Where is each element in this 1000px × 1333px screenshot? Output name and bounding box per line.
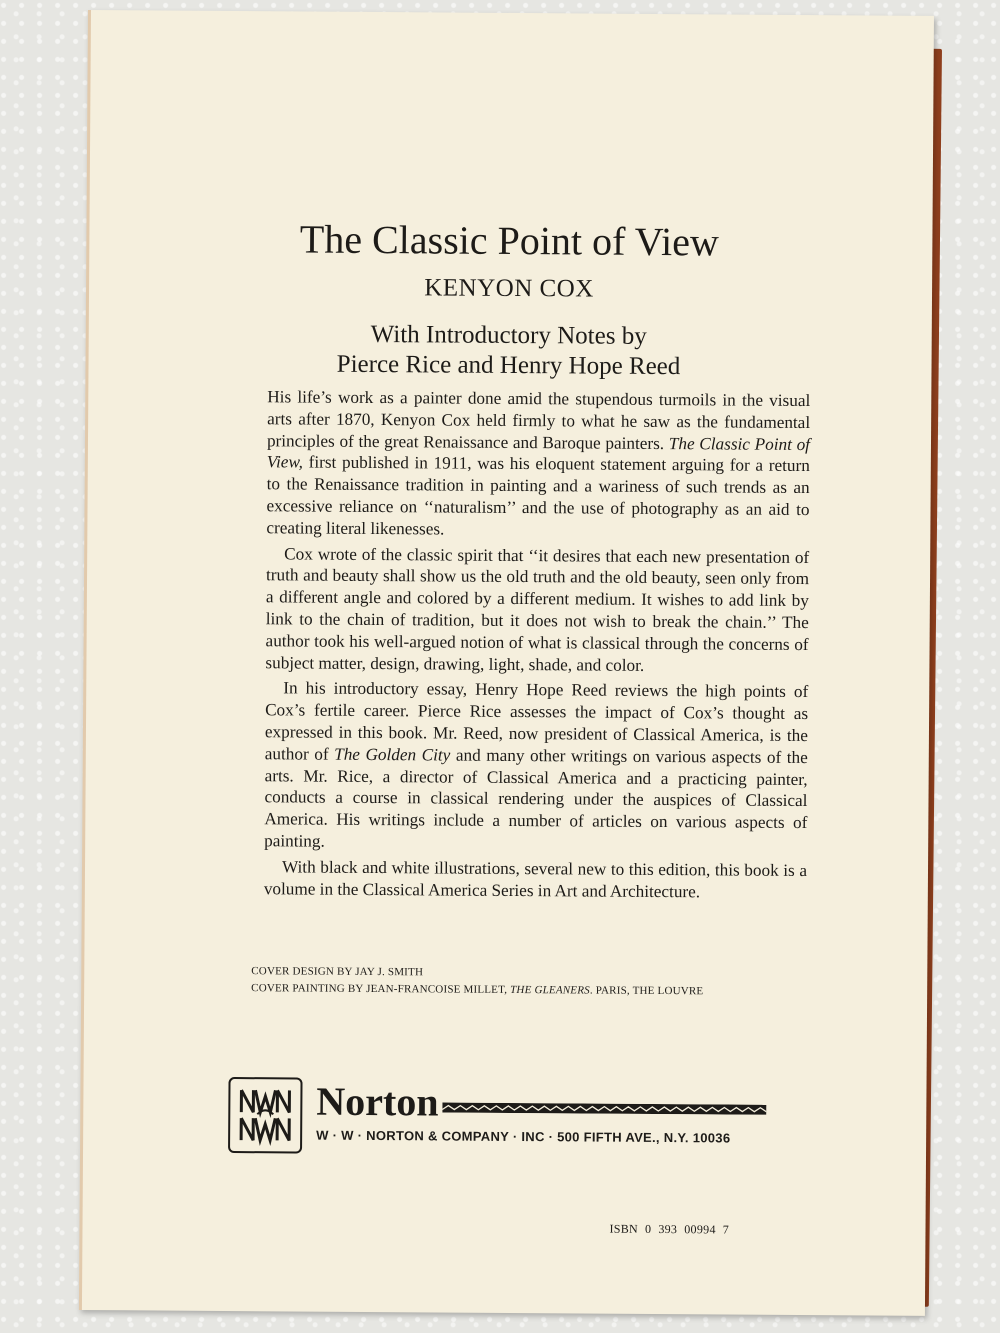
cover-design-credit: COVER DESIGN BY JAY J. SMITH <box>251 965 424 979</box>
intro-line-1: With Introductory Notes by <box>370 320 647 350</box>
book-back-cover <box>79 10 934 1316</box>
description-p1-rest: first published in 1911, was his eloquent statement arguing for a return to the Renaissance tradition in painting and a wariness of such trends as an excessive reliance on ‘‘naturalism’’ and the use of photography as an aid to creating literal likenesses. <box>266 452 810 539</box>
description-paragraph-2: Cox wrote of the classic spirit that ‘‘it desires that each new presentation of truth and beauty shall show us the old truth and the old beauty, seen only from a different angle and colored by a different medium. It wishes to add link by link to the chain of tradition, but it does not wish to break the chain.’’ The author took his well-argued notion of what is classical through the concerns of subject matter, design, drawing, light, shade, and color. <box>265 543 810 675</box>
cover-painting-credit <box>251 980 703 1000</box>
publisher-address: W · W · NORTON & COMPANY · INC · 500 FIFTH AVE., N.Y. 10036 <box>316 1127 731 1146</box>
book-description <box>264 386 811 907</box>
isbn <box>609 1222 736 1238</box>
cover-credits <box>251 963 703 1000</box>
description-paragraph-3 <box>264 678 808 856</box>
decorative-band <box>442 1103 766 1115</box>
description-paragraph-1 <box>266 386 810 542</box>
isbn-part-1: 0 <box>645 1221 652 1236</box>
isbn-part-3: 00994 <box>684 1222 716 1237</box>
painting-credit-suffix: . PARIS, THE LOUVRE <box>589 984 704 998</box>
isbn-label: ISBN <box>609 1221 639 1236</box>
book-title: The Classic Point of View <box>299 216 720 265</box>
publisher-name: Norton <box>316 1078 439 1125</box>
isbn-part-2: 393 <box>658 1222 678 1237</box>
description-p1-text: His life’s work as a painter done amid the stupendous turmoils in the visual arts after 1870, Kenyon Cox held firmly to what he saw as the fundamental principles of the great Renaissance and Baroque painters. <box>266 387 811 453</box>
norton-logo-icon <box>228 1077 303 1154</box>
painting-title: THE GLEANERS <box>510 983 590 997</box>
painting-credit-prefix: COVER PAINTING BY JEAN-FRANCOISE MILLET, <box>251 982 511 996</box>
intro-notes <box>85 318 931 384</box>
intro-line-2: Pierce Rice and Henry Hope Reed <box>336 350 681 381</box>
norton-logo-mark <box>235 1084 295 1146</box>
book-author: KENYON COX <box>424 274 594 303</box>
publisher-block <box>228 1077 769 1161</box>
description-paragraph-4: With black and white illustrations, several new to this edition, this book is a volume in the Classical America Series in Art and Architecture. <box>263 857 808 901</box>
isbn-part-4: 7 <box>722 1222 730 1237</box>
description-p1-italic: The Classic Point of View, <box>266 433 811 472</box>
description-p3-start: In his introductory essay, Henry Hope Reed reviews the high points of Cox’s fertile career. Pierce Rice assesses the impact of Cox’s thought as expressed in this book. Mr. Reed, now president of Classical America, is the author of <box>264 678 809 764</box>
description-p3-italic: The Golden City <box>334 744 451 765</box>
description-p3-rest: and many other writings on various aspects of the arts. Mr. Rice, a director of Classical America and a practicing painter, conducts a course in classical rendering under the auspices of Classical America. His writings include a number of articles on various aspects of painting. <box>264 745 808 851</box>
